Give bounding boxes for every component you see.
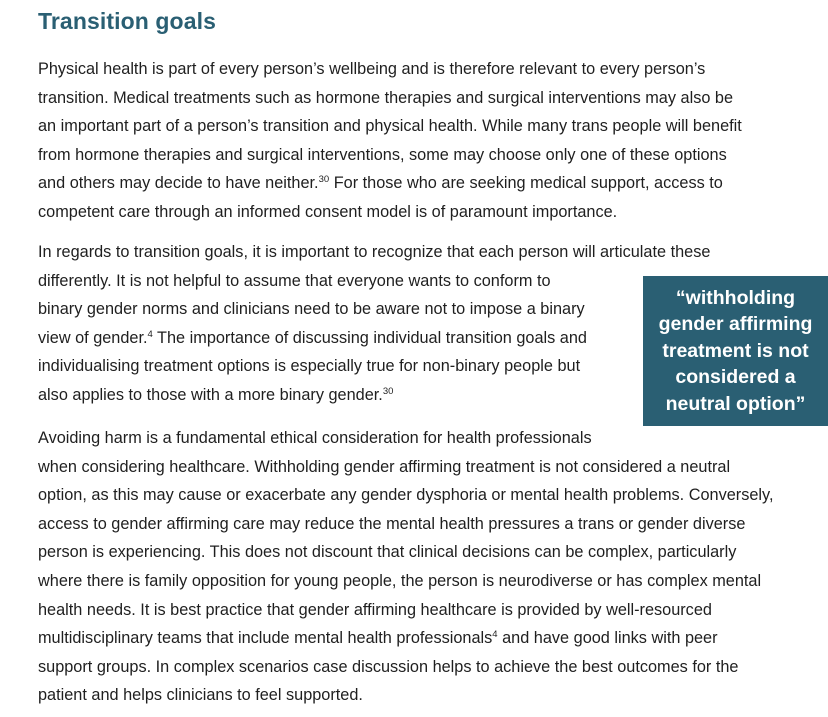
citation-ref: 4 — [492, 629, 498, 641]
text-line: from hormone therapies and surgical interventions, some may choose only one of these options — [38, 145, 727, 164]
text-line: where there is family opposition for young people, the person is neurodiverse or has complex mental — [38, 571, 762, 590]
pull-quote-line: neutral option” — [665, 392, 806, 415]
text-segment: and have good links with peer — [497, 629, 718, 648]
text-line: patient and helps clinicians to feel supported. — [38, 686, 363, 705]
text-segment: view of gender. — [38, 328, 148, 347]
paragraph-avoiding-harm — [38, 424, 808, 710]
text-line: transition. Medical treatments such as hormone therapies and surgical interventions may also be — [38, 88, 734, 107]
pull-quote-line: treatment is not — [662, 339, 809, 362]
text-segment: and others may decide to have neither. — [38, 174, 319, 193]
text-line: competent care through an informed consent model is of paramount importance. — [38, 202, 618, 221]
text-line: health needs. It is best practice that gender affirming healthcare is provided by well-resourced — [38, 600, 712, 619]
pull-quote-line: “withholding — [675, 286, 796, 309]
text-line: differently. It is not helpful to assume that everyone wants to conform to — [38, 271, 551, 290]
citation-ref: 30 — [318, 174, 330, 186]
text-line: person is experiencing. This does not discount that clinical decisions can be complex, particularly — [38, 543, 737, 562]
citation-ref: 30 — [382, 385, 394, 397]
text-line: when considering healthcare. Withholding gender affirming treatment is not considered a neutral — [38, 457, 731, 476]
text-segment: also applies to those with a more binary gender. — [38, 385, 383, 404]
text-line: access to gender affirming care may reduce the mental health pressures a trans or gender diverse — [38, 514, 746, 533]
text-segment: The importance of discussing individual transition goals and — [152, 328, 587, 347]
section-heading: Transition goals — [38, 8, 216, 34]
text-line: individualising treatment options is especially true for non-binary people but — [38, 357, 581, 376]
text-line: support groups. In complex scenarios case discussion helps to achieve the best outcomes for the — [38, 657, 739, 676]
text-line: an important part of a person’s transition and physical health. While many trans people will benefit — [38, 117, 742, 136]
pull-quote-box — [643, 276, 828, 426]
text-line: In regards to transition goals, it is important to recognize that each person will articulate these — [38, 243, 711, 261]
text-segment: multidisciplinary teams that include mental health professionals — [38, 629, 493, 648]
text-line — [38, 169, 808, 198]
text-line: option, as this may cause or exacerbate any gender dysphoria or mental health problems. Conversely, — [38, 486, 774, 505]
paragraph-physical-health — [38, 55, 808, 227]
pull-quote-line: gender affirming — [658, 313, 813, 336]
pull-quote-line: considered a — [675, 366, 796, 389]
text-line — [38, 624, 808, 653]
text-line: Avoiding harm is a fundamental ethical consideration for health professionals — [38, 429, 592, 447]
text-line: Physical health is part of every person’s wellbeing and is therefore relevant to every person’s — [38, 60, 706, 78]
citation-ref: 4 — [147, 328, 153, 340]
text-segment: For those who are seeking medical support, access to — [329, 174, 723, 193]
text-line: binary gender norms and clinicians need to be aware not to impose a binary — [38, 300, 585, 319]
